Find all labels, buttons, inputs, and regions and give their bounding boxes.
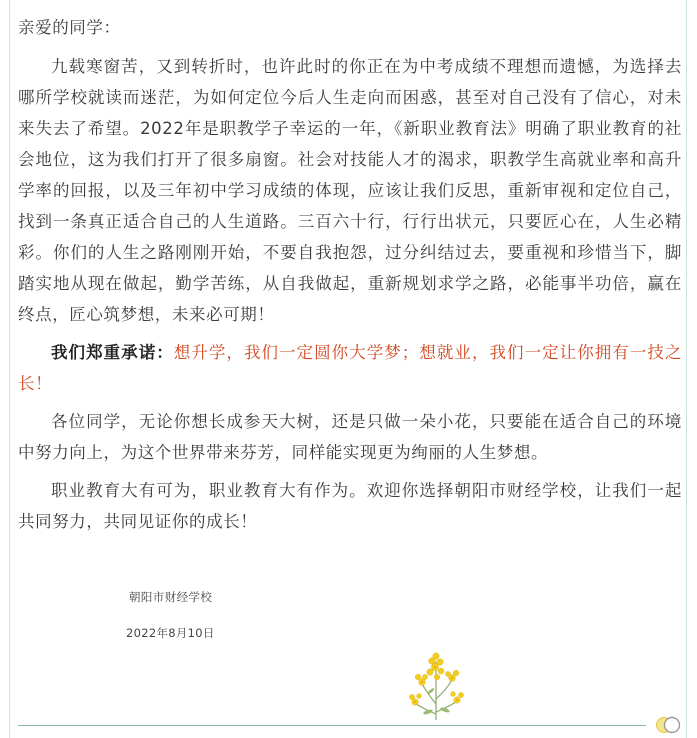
letter-body xyxy=(18,12,682,544)
yellow-flower-icon xyxy=(406,644,466,722)
letter-greeting: 亲爱的同学： xyxy=(18,18,121,37)
letter-paragraph-4: 职业教育大有可为，职业教育大有作为。欢迎你选择朝阳市财经学校，让我们一起共同努力，共同见证你的成长！ xyxy=(18,481,682,531)
bottom-divider xyxy=(18,725,646,726)
letter-promise-paragraph xyxy=(18,337,682,399)
promise-text: 想升学，我们一定圆你大学梦；想就业，我们一定让你拥有一技之长！ xyxy=(18,343,682,393)
letter-paragraph-3: 各位同学，无论你想长成参天大树，还是只做一朵小花，只要能在适合自己的环境中努力向上，为这个世界带来芬芳，同样能实现更为绚丽的人生梦想。 xyxy=(18,412,682,462)
double-circle-ornament-icon xyxy=(654,716,682,734)
signature-date: 2022年8月10日 xyxy=(126,626,215,640)
letter-paragraph-1: 九载寒窗苦，又到转折时，也许此时的你正在为中考成绩不理想而遗憾，为选择去哪所学校就读而迷茫，为如何定位今后人生走向而困惑，甚至对自己没有了信心，对未来失去了希望。2022年是职教学子幸运的一年，《新职业教育法》明确了职业教育的社会地位，这为我们打开了很多扇窗。社会对技能人才的渴求，职教学生高就业率和高升学率的回报，以及三年初中学习成绩的体现，应该让我们反思，重新审视和定位自己，找到一条真正适合自己的人生道路。三百六十行，行行出状元，只要匠心在，人生必精彩。你们的人生之路刚刚开始，不要自我抱怨，过分纠结过去，要重视和珍惜当下，脚踏实地从现在做起，勤学苦练，从自我做起，重新规划求学之路，必能事半功倍，赢在终点，匠心筑梦想，未来必可期！ xyxy=(18,57,682,324)
signature-school: 朝阳市财经学校 xyxy=(129,590,213,604)
promise-lead: 我们郑重承诺： xyxy=(51,343,174,362)
